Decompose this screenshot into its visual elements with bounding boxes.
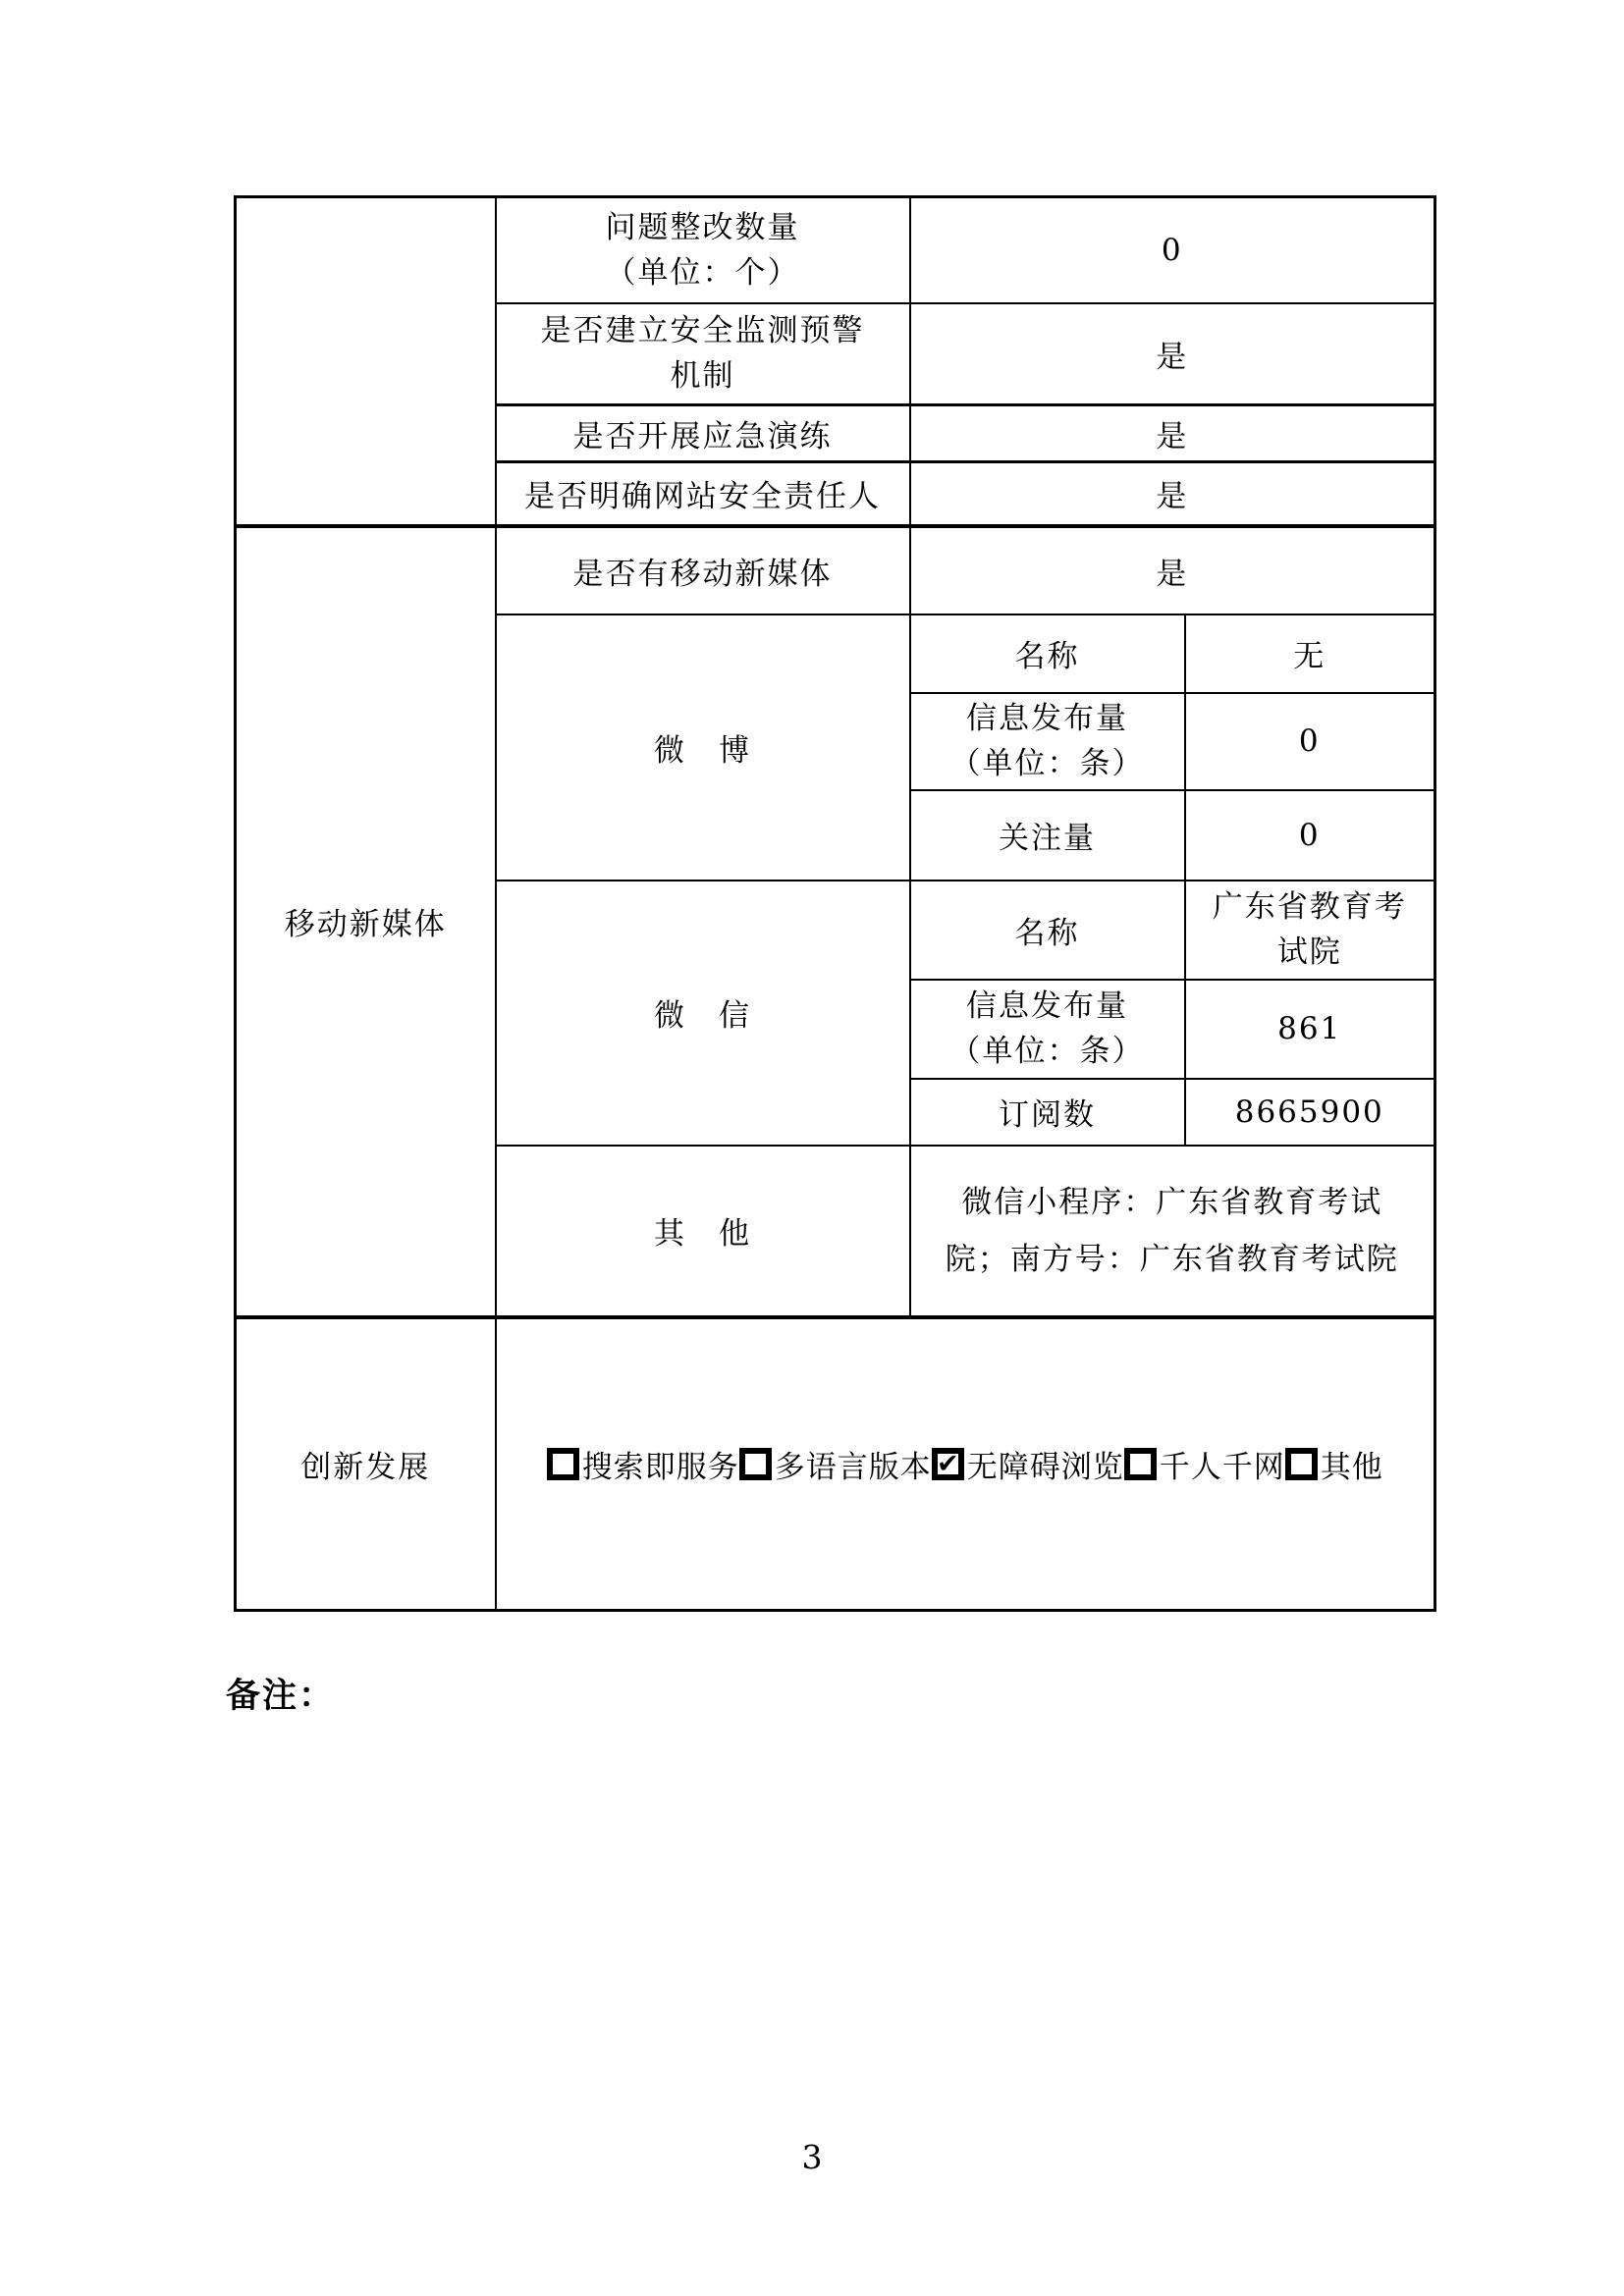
- page-number: 3: [801, 2138, 823, 2176]
- cell-weibo-label: 微 博: [496, 614, 910, 881]
- cell-weibo-posts-value: 0: [1185, 693, 1435, 790]
- label-line: 信息发布量: [966, 701, 1128, 736]
- label-line: （单位：条）: [949, 746, 1145, 781]
- row-innovation: [236, 1317, 1435, 1611]
- checkbox-icon: [739, 1448, 772, 1480]
- checkbox-icon: [1285, 1448, 1318, 1480]
- label-line: 问题整改数量: [605, 209, 800, 245]
- checkbox-icon: [547, 1448, 579, 1480]
- cell-category-empty: [236, 197, 496, 526]
- cell-wechat-subs-value: 8665900: [1185, 1079, 1435, 1146]
- cell-wechat-subs-label: 订阅数: [910, 1079, 1185, 1146]
- checkbox-item-multilingual: [739, 1442, 932, 1486]
- cell-drill-label: 是否开展应急演练: [496, 405, 910, 462]
- checkbox-item-accessibility: [932, 1442, 1124, 1486]
- cell-issue-fix-label: [496, 197, 910, 303]
- cell-monitor-label: [496, 303, 910, 405]
- cell-wechat-name-label: 名称: [910, 881, 1185, 980]
- annual-report-table: [234, 195, 1436, 1612]
- innovation-checkbox-row: [497, 1442, 1435, 1486]
- label-line: 信息发布量: [966, 988, 1128, 1024]
- checkbox-icon: [1124, 1448, 1157, 1480]
- notes-label: 备注：: [226, 1676, 336, 1716]
- cell-other-label: 其 他: [496, 1146, 910, 1317]
- cell-other-value: [910, 1146, 1435, 1317]
- cell-wechat-name-value: [1185, 881, 1435, 980]
- cell-weibo-posts-label: [910, 693, 1185, 790]
- row-issue-fix-count: [236, 197, 1435, 303]
- checkbox-label: 无障碍浏览: [966, 1449, 1124, 1485]
- label-line: 机制: [670, 358, 735, 395]
- cell-has-media-value: 是: [910, 526, 1435, 614]
- cell-weibo-followers-label: 关注量: [910, 790, 1185, 881]
- cell-has-media-label: 是否有移动新媒体: [496, 526, 910, 614]
- cell-officer-label: 是否明确网站安全责任人: [496, 462, 910, 526]
- label-line: （单位：个）: [605, 254, 800, 291]
- checkbox-label: 千人千网: [1159, 1449, 1285, 1485]
- cell-category-innovation: 创新发展: [236, 1317, 496, 1611]
- cell-weibo-followers-value: 0: [1185, 790, 1435, 881]
- cell-category-mobile-media: 移动新媒体: [236, 526, 496, 1317]
- checkbox-checked-icon: ✔: [932, 1448, 964, 1480]
- label-line: （单位：条）: [949, 1034, 1145, 1069]
- cell-wechat-posts-value: 861: [1185, 980, 1435, 1079]
- value-line: 广东省教育考: [1212, 889, 1407, 925]
- cell-weibo-name-label: 名称: [910, 614, 1185, 693]
- cell-wechat-label: 微 信: [496, 881, 910, 1146]
- checkbox-item-search-service: [547, 1442, 739, 1486]
- label-line: 是否建立安全监测预警: [540, 313, 865, 349]
- cell-weibo-name-value: 无: [1185, 614, 1435, 693]
- checkbox-label: 搜索即服务: [581, 1449, 739, 1485]
- value-line: 微信小程序：广东省教育考试: [961, 1184, 1383, 1220]
- cell-officer-value: 是: [910, 462, 1435, 526]
- cell-monitor-value: 是: [910, 303, 1435, 405]
- row-has-mobile-media: [236, 526, 1435, 614]
- checkbox-item-other: [1285, 1442, 1383, 1486]
- cell-issue-fix-value: 0: [910, 197, 1435, 303]
- cell-wechat-posts-label: [910, 980, 1185, 1079]
- checkbox-label: 多语言版本: [774, 1449, 932, 1485]
- value-line: 院；南方号：广东省教育考试院: [945, 1241, 1399, 1277]
- cell-innovation-options: [496, 1317, 1435, 1611]
- checkbox-item-personalized: [1124, 1442, 1285, 1486]
- cell-drill-value: 是: [910, 405, 1435, 462]
- checkbox-label: 其他: [1320, 1449, 1383, 1485]
- value-line: 试院: [1276, 934, 1342, 970]
